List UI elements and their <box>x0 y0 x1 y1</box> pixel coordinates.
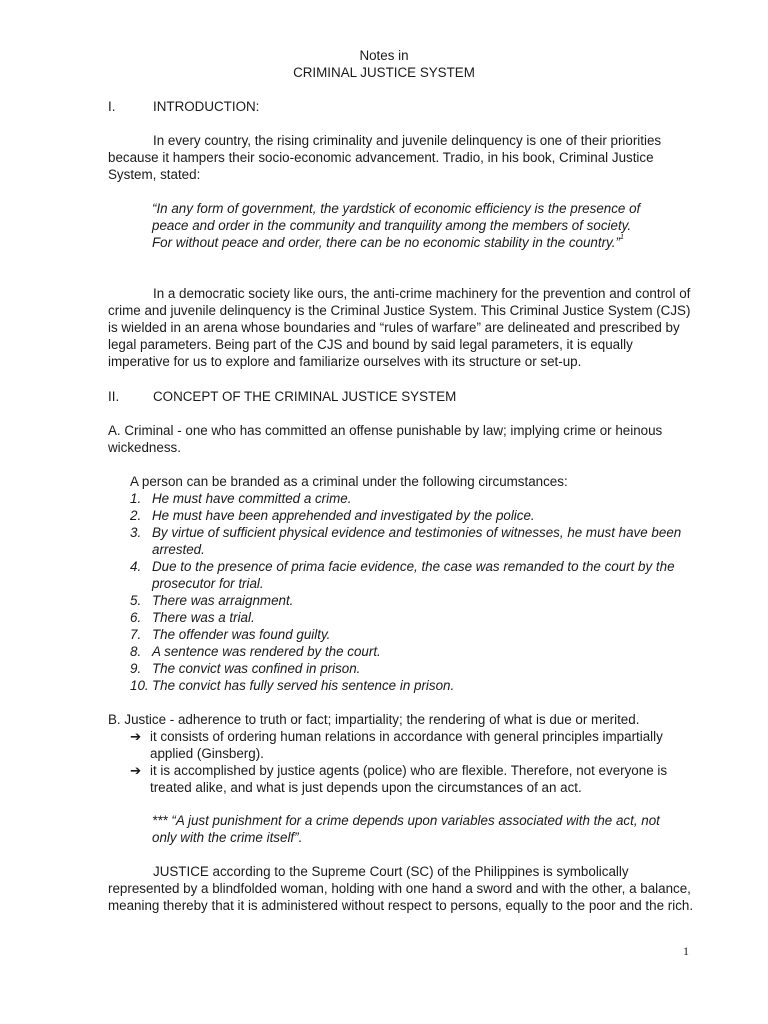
item-number: 10. <box>130 678 149 693</box>
list-item <box>130 677 690 694</box>
criminal-definition: A. Criminal - one who has committed an offense punishable by law; implying crime or heinous wickedness. <box>108 423 663 455</box>
tradio-quote-text: “In any form of government, the yardstick of economic efficiency is the presence of peace and order in the community and tranquility among the members of society. For without peace and order, there can be no economic stability in the country.” <box>152 201 641 250</box>
criminal-intro: A person can be branded as a criminal under the following circumstances: <box>130 474 568 489</box>
just-punishment-quote: *** “A just punishment for a crime depends upon variables associated with the act, not only with the crime itself”. <box>152 813 660 845</box>
item-number: 9. <box>130 661 142 676</box>
page-number: 1 <box>683 944 689 958</box>
doc-title-line1: Notes in <box>359 48 409 63</box>
section-title: INTRODUCTION: <box>153 99 260 114</box>
item-text: The convict was confined in prison. <box>152 661 361 676</box>
list-item <box>130 626 690 643</box>
item-text: There was a trial. <box>152 610 255 625</box>
intro-paragraph: In every country, the rising criminality and juvenile delinquency is one of their priorities because it hampers their socio-economic advancement. Tradio, in his book, Criminal Justice System, stated: <box>108 133 662 182</box>
item-number: 4. <box>130 559 142 574</box>
item-number: 5. <box>130 593 142 608</box>
tradio-quote <box>152 200 647 251</box>
list-item <box>130 728 700 762</box>
item-number: 6. <box>130 610 142 625</box>
item-text: it is accomplished by justice agents (police) who are flexible. Therefore, not everyone is treated alike, and what is just depends upon the circumstances of an act. <box>150 763 668 795</box>
cjs-paragraph: In a democratic society like ours, the anti-crime machinery for the prevention and control of crime and juvenile delinquency is the Criminal Justice System. This Criminal Justice System (CJS) is wielded in an arena whose boundaries and “rules of warfare” are delineated and prescribed by legal parameters. Being part of the CJS and bound by said legal parameters, it is equally imperative for us to explore and familiarize ourselves with its structure or set-up. <box>108 286 691 369</box>
section-title: CONCEPT OF THE CRIMINAL JUSTICE SYSTEM <box>153 389 457 404</box>
list-item <box>130 524 690 558</box>
list-item <box>130 660 690 677</box>
section-number: I. <box>108 99 116 114</box>
item-text: The convict has fully served his sentence in prison. <box>152 678 455 693</box>
item-text: He must have been apprehended and investigated by the police. <box>152 508 535 523</box>
item-text: it consists of ordering human relations in accordance with general principles impartially applied (Ginsberg). <box>150 729 663 761</box>
arrow-icon: ➔ <box>130 729 142 744</box>
item-number: 2. <box>130 508 142 523</box>
circumstances-list <box>130 490 690 694</box>
doc-title-line2: CRIMINAL JUSTICE SYSTEM <box>293 65 475 80</box>
list-item <box>130 490 690 507</box>
list-item <box>130 507 690 524</box>
justice-sc-paragraph: JUSTICE according to the Supreme Court (SC) of the Philippines is symbolically represented by a blindfolded woman, holding with one hand a sword and with the other, a balance, meaning thereby that it is administered without respect to persons, equally to the poor and the rich. <box>108 864 694 913</box>
section-heading-introduction <box>108 98 698 115</box>
list-item <box>130 609 690 626</box>
list-item <box>130 643 690 660</box>
footnote-marker: 1 <box>619 234 624 241</box>
item-number: 1. <box>130 491 142 506</box>
list-item <box>130 762 700 796</box>
section-heading-concept <box>108 388 698 405</box>
arrow-icon: ➔ <box>130 763 142 778</box>
item-number: 3. <box>130 525 142 540</box>
item-text: He must have committed a crime. <box>152 491 352 506</box>
item-text: Due to the presence of prima facie evidence, the case was remanded to the court by the prosecutor for trial. <box>152 559 675 591</box>
item-number: 8. <box>130 644 142 659</box>
section-number: II. <box>108 389 120 404</box>
item-text: There was arraignment. <box>152 593 294 608</box>
item-text: A sentence was rendered by the court. <box>152 644 381 659</box>
justice-points-list <box>130 728 700 796</box>
item-text: By virtue of sufficient physical evidence and testimonies of witnesses, he must have been arrested. <box>152 525 682 557</box>
list-item <box>130 558 690 592</box>
list-item <box>130 592 690 609</box>
item-number: 7. <box>130 627 142 642</box>
justice-definition: B. Justice - adherence to truth or fact; impartiality; the rendering of what is due or merited. <box>108 712 640 727</box>
item-text: The offender was found guilty. <box>152 627 331 642</box>
